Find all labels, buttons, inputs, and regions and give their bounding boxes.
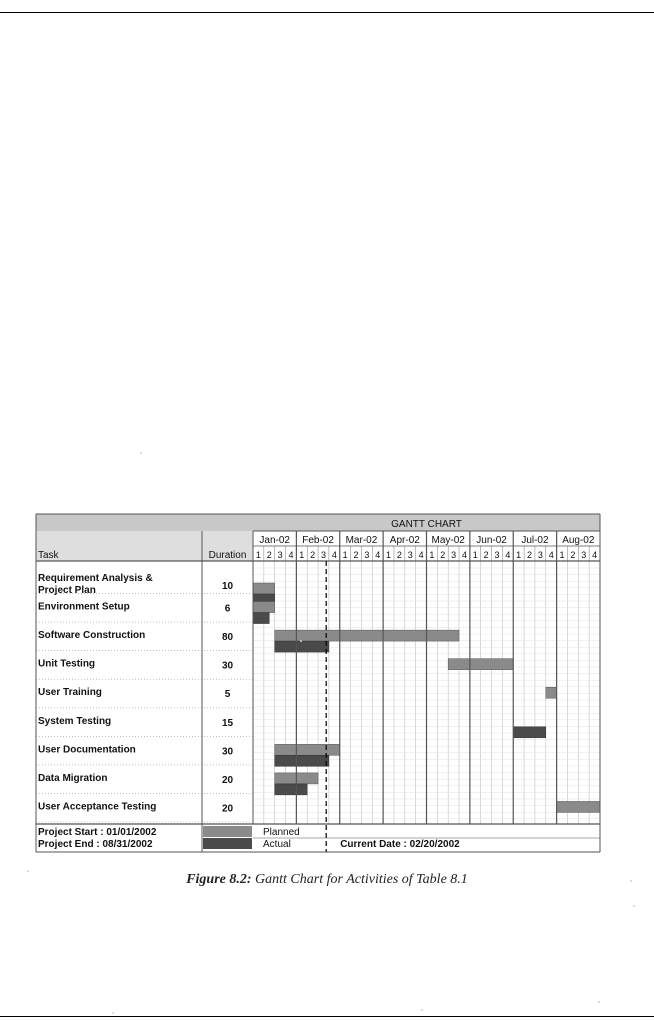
task-name: User Training xyxy=(38,687,102,699)
planned-bar xyxy=(448,659,513,670)
week-label: 1 xyxy=(255,550,261,560)
month-label: Jun-02 xyxy=(476,535,507,546)
week-label: 4 xyxy=(548,550,554,560)
chart-title: GANTT CHART xyxy=(391,519,462,530)
week-label: 3 xyxy=(581,550,587,560)
actual-bar xyxy=(275,784,308,795)
week-label: 2 xyxy=(266,550,272,560)
scan-speck xyxy=(140,452,142,454)
task-name: Unit Testing xyxy=(38,658,96,670)
week-label: 2 xyxy=(310,550,316,560)
planned-bar xyxy=(546,687,557,698)
week-label: 1 xyxy=(559,550,565,560)
task-name: System Testing xyxy=(38,715,112,727)
figure-caption xyxy=(0,872,654,888)
week-label: 3 xyxy=(407,550,413,560)
task-name-cont: Project Plan xyxy=(38,585,96,596)
week-label: 4 xyxy=(461,550,467,560)
actual-bar xyxy=(253,613,269,624)
week-label: 2 xyxy=(396,550,402,560)
week-label: 2 xyxy=(440,550,446,560)
actual-bar xyxy=(513,727,546,738)
week-label: 3 xyxy=(537,550,543,560)
duration-column-header: Duration xyxy=(208,550,247,561)
figure-caption-label: Figure 8.2: xyxy=(186,872,252,887)
scan-speck xyxy=(300,640,302,642)
project-start: Project Start : 01/01/2002 xyxy=(38,827,157,838)
actual-bar xyxy=(275,641,329,652)
task-column-header: Task xyxy=(38,550,59,561)
planned-bar xyxy=(253,602,275,613)
task-duration: 20 xyxy=(221,803,234,815)
week-label: 4 xyxy=(505,550,511,560)
task-name: Environment Setup xyxy=(38,601,130,613)
month-label: Feb-02 xyxy=(302,535,334,546)
week-label: 4 xyxy=(331,550,337,560)
week-label: 2 xyxy=(353,550,359,560)
scan-speck xyxy=(633,905,635,907)
month-label: Aug-02 xyxy=(562,535,595,546)
month-label: May-02 xyxy=(431,535,465,546)
legend-actual-swatch xyxy=(203,838,252,849)
task-name: Requirement Analysis & xyxy=(38,573,153,584)
task-duration: 80 xyxy=(221,632,234,644)
task-duration: 6 xyxy=(224,603,231,615)
month-label: Jul-02 xyxy=(521,535,549,546)
week-label: 3 xyxy=(277,550,283,560)
task-name: User Acceptance Testing xyxy=(38,801,157,813)
legend-actual-label: Actual xyxy=(263,839,291,850)
scan-speck xyxy=(421,1009,423,1011)
planned-bar xyxy=(253,583,275,594)
week-label: 2 xyxy=(570,550,576,560)
legend-planned-label: Planned xyxy=(263,827,300,838)
planned-bar xyxy=(275,630,459,641)
task-duration: 5 xyxy=(224,689,231,701)
title-band xyxy=(36,514,600,531)
week-label: 4 xyxy=(288,550,294,560)
week-label: 3 xyxy=(451,550,457,560)
month-label: Jan-02 xyxy=(259,535,290,546)
task-name: User Documentation xyxy=(38,744,136,756)
task-duration: 20 xyxy=(221,774,234,786)
week-label: 1 xyxy=(516,550,522,560)
scan-speck xyxy=(598,1001,600,1003)
page-bottom-rule xyxy=(0,1016,654,1017)
week-label: 1 xyxy=(342,550,348,560)
month-label: Apr-02 xyxy=(389,535,420,546)
week-label: 3 xyxy=(364,550,370,560)
week-label: 3 xyxy=(320,550,326,560)
scan-speck xyxy=(630,880,632,882)
task-duration: 30 xyxy=(221,746,234,758)
current-date-label: Current Date : 02/20/2002 xyxy=(340,839,460,850)
week-label: 1 xyxy=(472,550,478,560)
task-duration: 30 xyxy=(221,660,234,672)
task-duration: 10 xyxy=(221,581,234,592)
planned-bar xyxy=(557,801,600,812)
task-duration: 15 xyxy=(221,717,234,729)
task-name: Software Construction xyxy=(38,630,146,642)
week-label: 1 xyxy=(299,550,305,560)
week-label: 1 xyxy=(429,550,435,560)
project-end: Project End : 08/31/2002 xyxy=(38,839,153,850)
scan-speck xyxy=(112,1012,114,1014)
week-label: 4 xyxy=(592,550,598,560)
week-label: 4 xyxy=(418,550,424,560)
planned-bar xyxy=(275,744,340,755)
week-label: 2 xyxy=(527,550,533,560)
scan-speck xyxy=(27,870,29,872)
task-name: Data Migration xyxy=(38,772,108,784)
month-label: Mar-02 xyxy=(345,535,378,546)
week-label: 2 xyxy=(483,550,489,560)
legend-planned-swatch xyxy=(203,826,252,837)
figure-caption-text: Gantt Chart for Activities of Table 8.1 xyxy=(255,872,468,887)
week-label: 3 xyxy=(494,550,500,560)
week-label: 4 xyxy=(375,550,381,560)
week-label: 1 xyxy=(386,550,392,560)
actual-bar xyxy=(275,755,329,766)
